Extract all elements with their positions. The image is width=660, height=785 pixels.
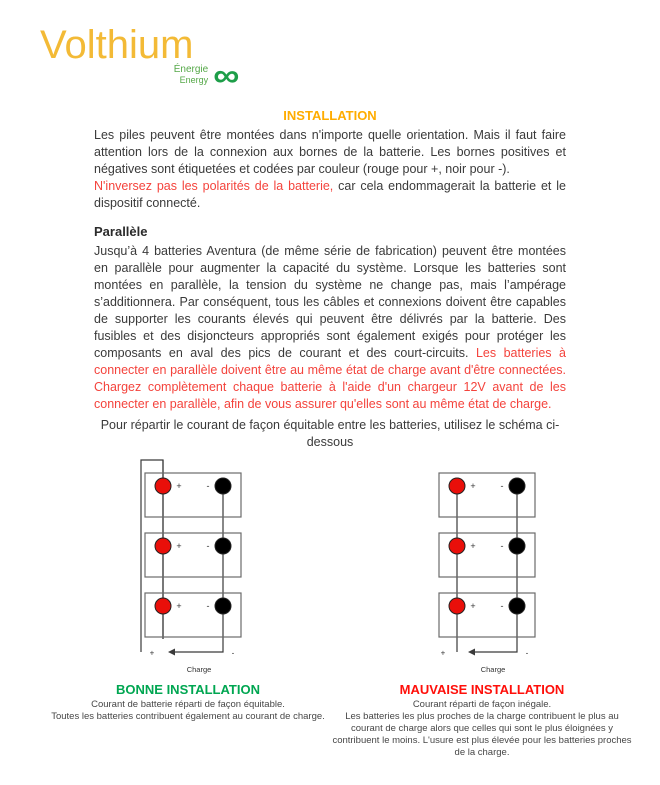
svg-text:-: - [525,648,529,658]
good-installation-diagram [123,453,253,678]
svg-text:Charge: Charge [480,665,506,674]
parallel-text: Jusqu’à 4 batteries Aventura (de même série de fabrication) peuvent être montées en parallèle pour augmenter la capacité du système. Lorsque les batteries sont montées en parallèle, la tension du système ne change pas, mais l’ampérage s’additionnera. Par conséquent, tous les câbles et connexions doivent être capables de supporter les courants élevés qui peuvent être délivrés par la batterie. Des fusibles et des disjoncteurs appropriés sont également exigés pour protéger les composants en aval des pics de courant et des court-circuits. [94,244,566,360]
page-content [94,108,566,451]
svg-text:+: + [176,541,182,551]
subsection-title-parallele: Parallèle [94,224,148,239]
svg-text:-: - [206,601,210,611]
bad-installation-column [332,453,632,759]
svg-text:-: - [206,541,210,551]
bad-installation-caption: Courant réparti de façon inégale. Les batteries les plus proches de la charge contribuent le plus au courant de charge alors que celles qui sont le plus éloignées y contribuent le moins. L'usure est plus élevée pour les batteries proches de la charge. [332,699,632,758]
svg-text:+: + [440,648,446,658]
tagline-fr: Énergie [173,64,209,75]
intro-warning-red: N'inversez pas les polarités de la batterie, [94,179,334,193]
intro-text-2: car cela endommagerait la batterie et le dispositif connecté. [94,179,566,210]
volthium-logo [40,23,250,93]
tagline-en: Energy [179,75,209,85]
svg-text:-: - [500,541,504,551]
svg-text:-: - [231,648,235,658]
parallel-paragraph [94,243,566,413]
good-installation-column [44,453,332,759]
intro-paragraph [94,127,566,212]
svg-text:+: + [176,481,182,491]
good-installation-title: BONNE INSTALLATION [116,682,260,697]
svg-text:+: + [470,541,476,551]
logo-tagline [40,57,250,93]
intro-text: Les piles peuvent être montées dans n'importe quelle orientation. Mais il faut faire attention lors de la connexion aux bornes de la batterie. Les bornes positives et négatives sont étiquetées et codées par couleur (rouge pour +, noir pour -). [94,128,566,176]
brand-name: Volthium [40,23,194,67]
infinity-icon: ∞ [213,57,240,93]
svg-text:Charge: Charge [186,665,212,674]
svg-text:-: - [500,481,504,491]
good-installation-caption: Courant de batterie réparti de façon équitable. Toutes les batteries contribuent également au courant de charge. [51,699,325,722]
parallel-warning-red: Les batteries à connecter en parallèle doivent être au même état de charge avant d'être connectées. Chargez complètement chaque batterie à l'aide d'un chargeur 12V avant de les connecter en parallèle, afin de vous assurer qu'elles sont au même état de charge. [94,346,566,411]
bad-installation-diagram [417,453,547,678]
svg-text:-: - [206,481,210,491]
schema-note: Pour répartir le courant de façon équitable entre les batteries, utilisez le schéma ci-dessous [100,418,560,449]
svg-text:+: + [176,601,182,611]
wiring-diagrams [0,453,660,759]
svg-text:+: + [470,481,476,491]
bad-installation-title: MAUVAISE INSTALLATION [399,682,565,697]
svg-text:+: + [149,648,155,658]
svg-text:-: - [500,601,504,611]
section-title-installation: INSTALLATION [283,108,377,123]
svg-text:+: + [470,601,476,611]
